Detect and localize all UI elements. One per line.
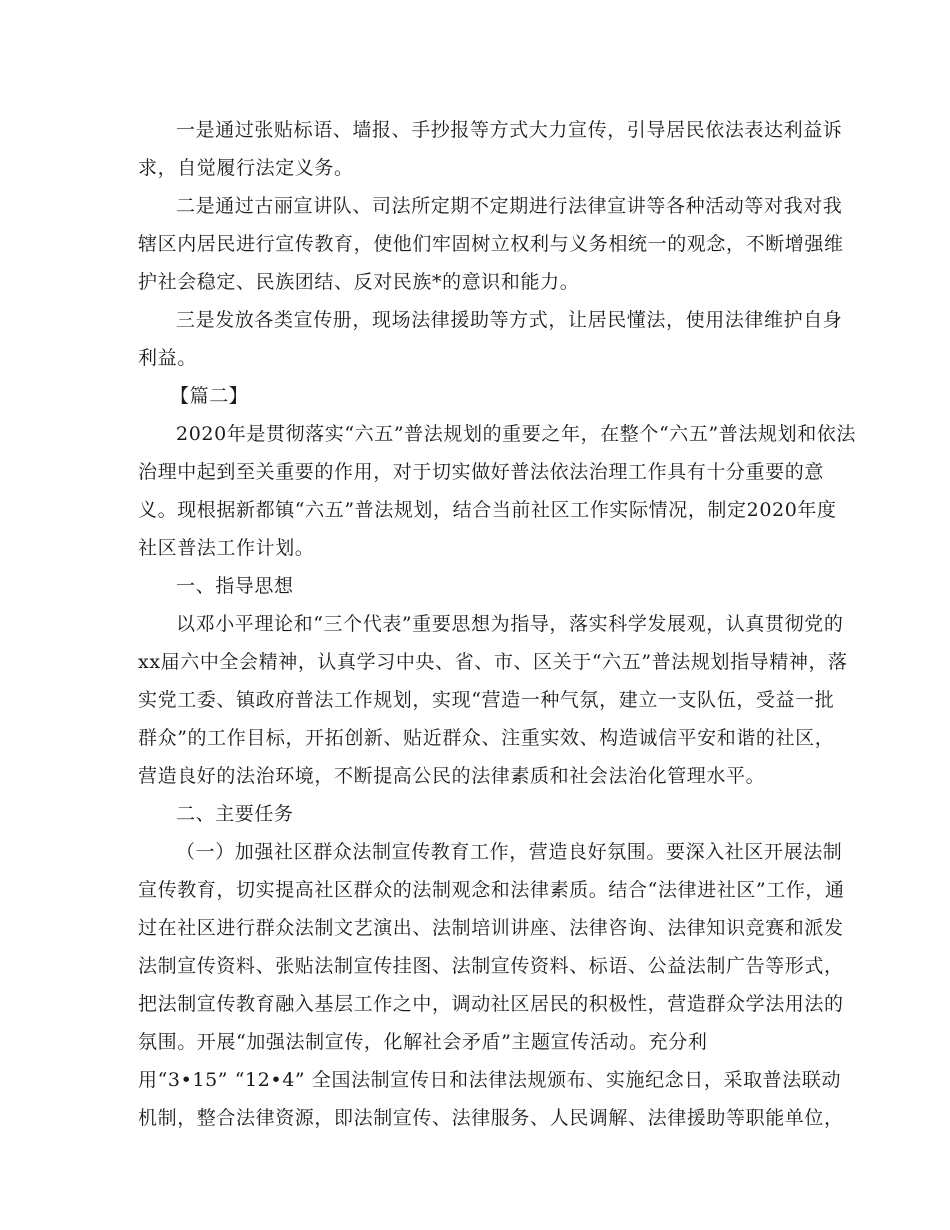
paragraph-line: （一）加强社区群众法制宣传教育工作，营造良好氛围。要深入社区开展法制 (176, 841, 843, 863)
paragraph-line: 利益。 (138, 347, 197, 369)
paragraph-line: 机制，整合法律资源，即法制宣传、法律服务、人民调解、法律援助等职能单位， (138, 1107, 844, 1129)
paragraph-line: 营造良好的法治环境，不断提高公民的法律素质和社会法治化管理水平。 (138, 765, 766, 787)
paragraph-line: 法制宣传资料、张贴法制宣传挂图、法制宣传资料、标语、公益法制广告等形式， (138, 955, 844, 977)
paragraph-line: 社区普法工作计划。 (138, 537, 315, 559)
paragraph-line: 二是通过古丽宣讲队、司法所定期不定期进行法律宣讲等各种活动等对我对我 (176, 195, 843, 217)
paragraph-line: 群众”的工作目标，开拓创新、贴近群众、注重实效、构造诚信平安和谐的社区， (138, 727, 835, 749)
paragraph-line: 宣传教育，切实提高社区群众的法制观念和法律素质。结合“法律进社区”工作，通 (138, 879, 845, 901)
paragraph-line: 一是通过张贴标语、墙报、手抄报等方式大力宣传，引导居民依法表达利益诉 (176, 119, 843, 141)
section-heading: 一、指导思想 (176, 575, 294, 597)
paragraph-line: 用“3•15” “12•4” 全国法制宣传日和法律法规颁布、实施纪念日，采取普法联动 (138, 1069, 842, 1091)
paragraph-line: 过在社区进行群众法制文艺演出、法制培训讲座、法律咨询、法律知识竞赛和派发 (138, 917, 844, 939)
paragraph-line: 三是发放各类宣传册，现场法律援助等方式，让居民懂法，使用法律维护自身 (176, 309, 843, 331)
section-heading: 【篇二】 (170, 385, 249, 407)
paragraph-line: xx届六中全会精神，认真学习中央、省、市、区关于“六五”普法规划指导精神，落 (138, 651, 848, 673)
paragraph-line: 求，自觉履行法定义务。 (138, 157, 354, 179)
paragraph-line: 辖区内居民进行宣传教育，使他们牢固树立权利与义务相统一的观念，不断增强维 (138, 233, 844, 255)
paragraph-line: 实党工委、镇政府普法工作规划，实现“营造一种气氛，建立一支队伍，受益一批 (138, 689, 835, 711)
paragraph-line: 2020年是贯彻落实“六五”普法规划的重要之年，在整个“六五”普法规划和依法 (176, 423, 857, 445)
paragraph-line: 义。现根据新都镇“六五”普法规划，结合当前社区工作实际情况，制定2020年度 (138, 499, 837, 521)
paragraph-line: 氛围。开展“加强法制宣传，化解社会矛盾”主题宣传活动。充分利 (138, 1031, 708, 1053)
paragraph-line: 以邓小平理论和“三个代表”重要思想为指导，落实科学发展观，认真贯彻党的 (176, 613, 844, 635)
paragraph-line: 护社会稳定、民族团结、反对民族*的意识和能力。 (138, 271, 580, 293)
section-heading: 二、主要任务 (176, 803, 294, 825)
paragraph-line: 把法制宣传教育融入基层工作之中，调动社区居民的积极性，营造群众学法用法的 (138, 993, 844, 1015)
paragraph-line: 治理中起到至关重要的作用，对于切实做好普法依法治理工作具有十分重要的意 (138, 461, 825, 483)
